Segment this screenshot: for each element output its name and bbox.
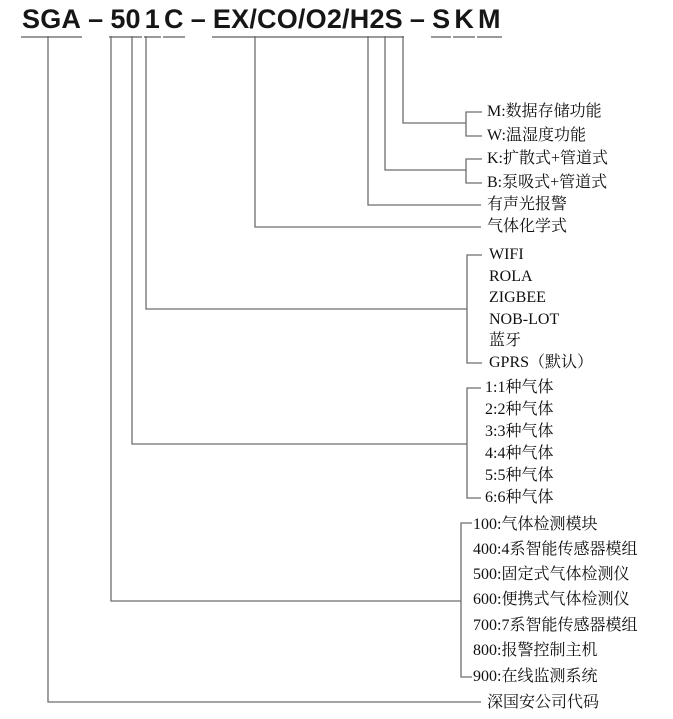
label-gas-count-1: 1:1种气体: [485, 379, 554, 396]
line-sampling: [385, 36, 466, 170]
label-series-100: 100:气体检测模块: [473, 516, 598, 533]
model-part-gas-formulas: EX/CO/O2/H2S: [212, 5, 404, 38]
line-comm: [146, 36, 467, 309]
model-part-function: M: [477, 5, 502, 38]
line-series: [111, 36, 461, 601]
label-series-900: 900:在线监测系统: [473, 668, 598, 685]
label-gas-formula: 气体化学式: [487, 218, 568, 235]
line-function: [403, 36, 466, 123]
label-gas-count-6: 6:6种气体: [485, 489, 554, 506]
label-comm-wifi: WIFI: [489, 246, 524, 263]
bracket-series-options: [461, 523, 472, 677]
model-part-gas-count: 1: [144, 5, 161, 38]
label-sound-light-alarm: 有声光报警: [487, 196, 568, 213]
label-series-500: 500:固定式气体检测仪: [473, 566, 630, 583]
title-dash: –: [88, 4, 104, 34]
model-part-sampling: K: [453, 5, 475, 38]
label-comm-rola: ROLA: [489, 268, 533, 285]
label-series-800: 800:报警控制主机: [473, 642, 598, 659]
model-part-alarm: S: [431, 5, 451, 38]
bracket-function-options: [466, 112, 482, 136]
line-gas-count: [132, 36, 467, 444]
label-comm-bluetooth: 蓝牙: [489, 332, 522, 349]
label-comm-gprs-default: GPRS（默认）: [489, 354, 594, 371]
title-dash: –: [190, 4, 206, 34]
label-pump-duct: B:泵吸式+管道式: [487, 174, 608, 191]
label-series-700: 700:7系智能传感器模组: [473, 617, 638, 634]
label-gas-count-3: 3:3种气体: [485, 423, 554, 440]
model-part-comm: C: [163, 5, 185, 38]
label-temp-humidity: W:温湿度功能: [487, 127, 586, 144]
label-series-400: 400:4系智能传感器模组: [473, 541, 638, 558]
label-company-code: 深国安公司代码: [487, 694, 600, 711]
label-gas-count-2: 2:2种气体: [485, 401, 554, 418]
bracket-sampling-options: [466, 159, 482, 183]
bracket-comm-options: [467, 255, 482, 363]
label-comm-zigbee: ZIGBEE: [489, 289, 546, 306]
label-data-storage: M:数据存储功能: [487, 103, 602, 120]
model-part-company-code: SGA: [21, 5, 82, 38]
label-diffusion-duct: K:扩散式+管道式: [487, 150, 609, 167]
label-gas-count-4: 4:4种气体: [485, 445, 554, 462]
title-dash: –: [409, 4, 426, 34]
bracket-gas-count-options: [467, 388, 481, 498]
label-comm-nbiot: NOB-LOT: [489, 311, 560, 328]
label-gas-count-5: 5:5种气体: [485, 467, 554, 484]
line-company-code: [48, 36, 481, 702]
model-part-series: 50: [109, 5, 141, 38]
label-series-600: 600:便携式气体检测仪: [473, 591, 630, 608]
